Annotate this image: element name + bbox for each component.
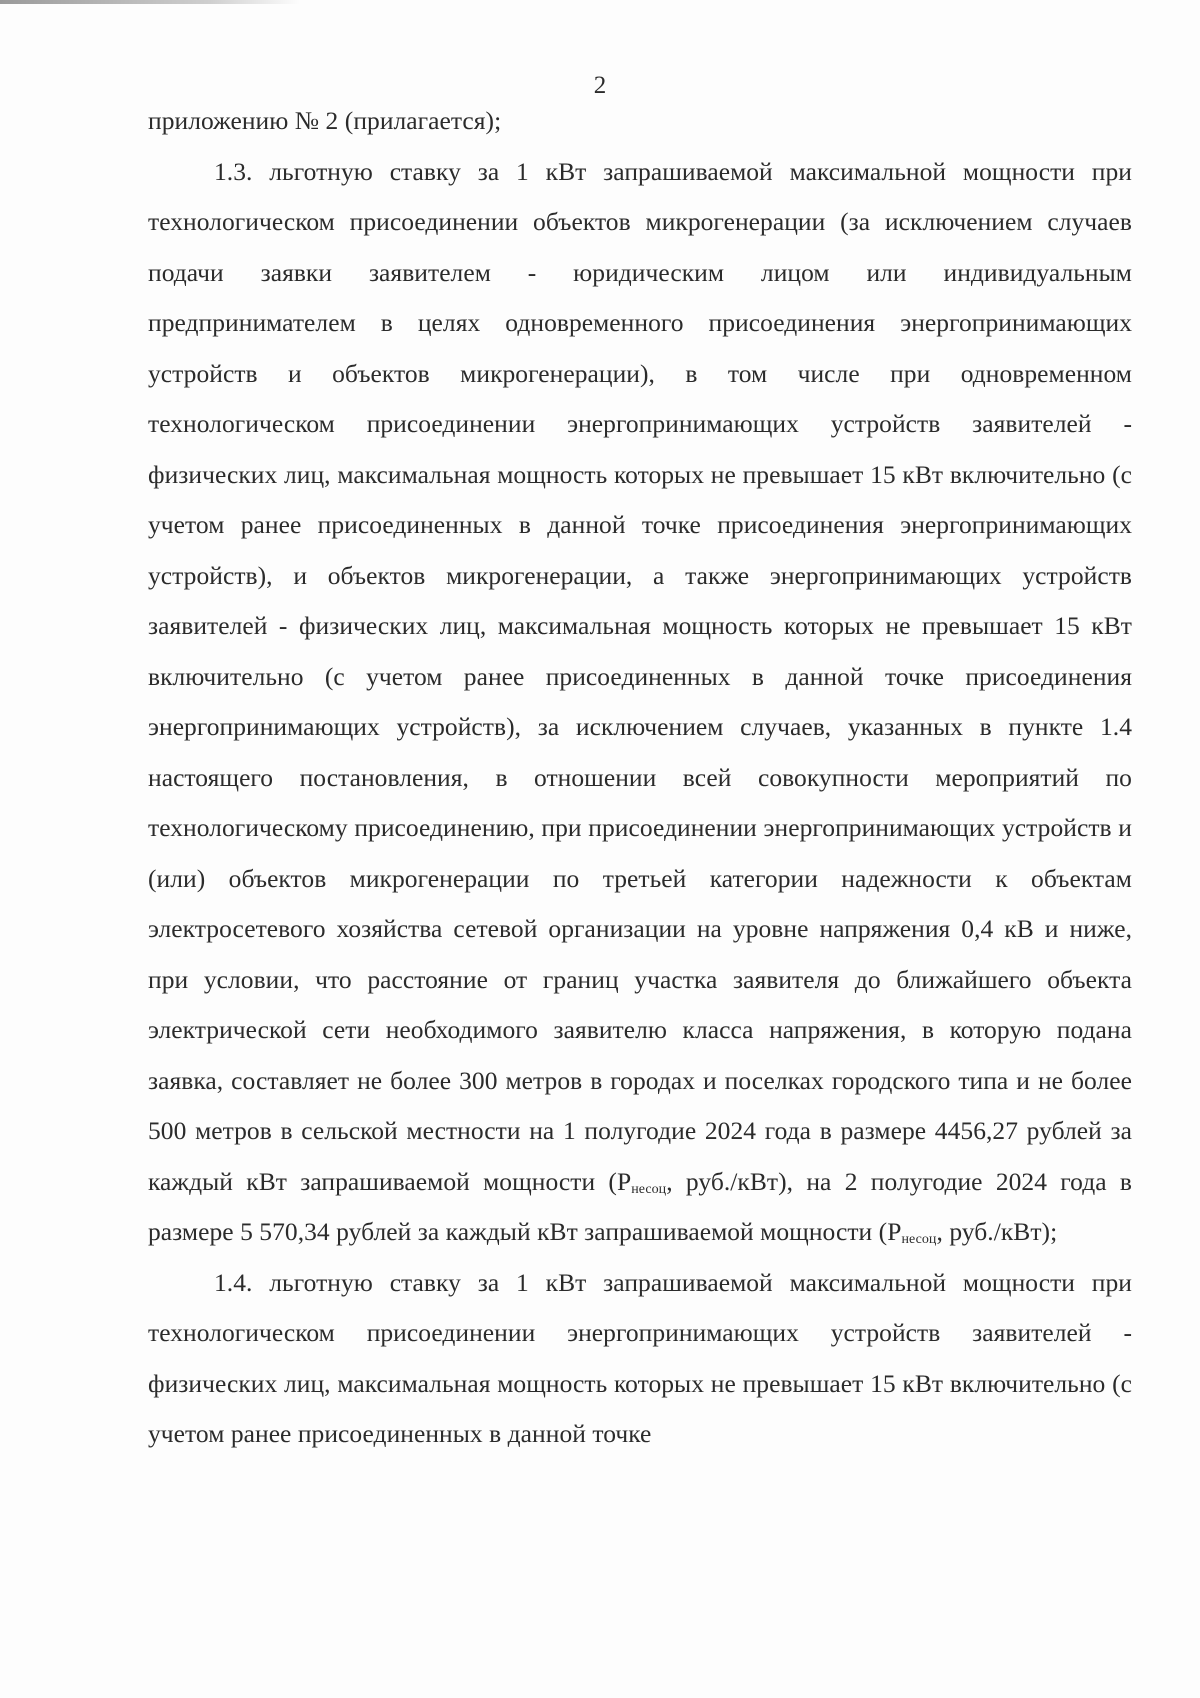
- paragraph-1-3-text-3: , руб./кВт);: [936, 1217, 1058, 1246]
- page-number: 2: [593, 72, 607, 99]
- subscript-nesots-2: несоц: [901, 1232, 937, 1247]
- paragraph-1-4: [148, 1258, 1132, 1460]
- paragraph-1-3-text-2: , руб./кВт), на 2 полугодие 2024 года в размере 5 570,34 рублей за каждый кВт запрашиваемой мощности (P: [148, 1166, 1132, 1246]
- paragraph-1-4-label: 1.4.: [214, 1267, 253, 1297]
- document-body: [148, 96, 1132, 1460]
- paragraph-1-3: [148, 147, 1132, 1258]
- paragraph-1-4-text: льготную ставку за 1 кВт запрашиваемой максимальной мощности при технологическом присоединении энергопринимающих устройств заявителей - физических лиц, максимальная мощность которых не превышает 15 кВт включительно (с учетом ранее присоединенных в данной точке: [148, 1267, 1132, 1448]
- scan-edge-mark: [0, 0, 300, 4]
- paragraph-1-3-text: льготную ставку за 1 кВт запрашиваемой максимальной мощности при технологическом присоединении объектов микрогенерации (за исключением случаев подачи заявки заявителем - юридическим лицом или индивидуальным предпринимателем в целях одновременного присоединения энергопринимающих устройств и объектов микрогенерации), в том числе при одновременном технологическом присоединении энергопринимающих устройств заявителей - физических лиц, максимальная мощность которых не превышает 15 кВт включительно (с учетом ранее присоединенных в данной точке присоединения энергопринимающих устройств), и объектов микрогенерации, а также энергопринимающих устройств заявителей - физических лиц, максимальная мощность которых не превышает 15 кВт включительно (с учетом ранее присоединенных в данной точке присоединения энергопринимающих устройств), за исключением случаев, указанных в пункте 1.4 настоящего постановления, в отношении всей совокупности мероприятий по технологическому присоединению, при присоединении энергопринимающих устройств и (или) объектов микрогенерации по третьей категории надежности к объектам электросетевого хозяйства сетевой организации на уровне напряжения 0,4 кВ и ниже, при условии, что расстояние от границ участка заявителя до ближайшего объекта электрической сети необходимого заявителю класса напряжения, в которую подана заявка, составляет не более 300 метров в городах и поселках городского типа и не более 500 метров в сельской местности на 1 полугодие 2024 года в размере 4456,27 рублей за каждый кВт запрашиваемой мощности (P: [148, 156, 1132, 1196]
- subscript-nesots-1: несоц: [631, 1181, 667, 1197]
- continuation-line: приложению № 2 (прилагается);: [148, 106, 502, 135]
- paragraph-1-3-label: 1.3.: [214, 156, 253, 186]
